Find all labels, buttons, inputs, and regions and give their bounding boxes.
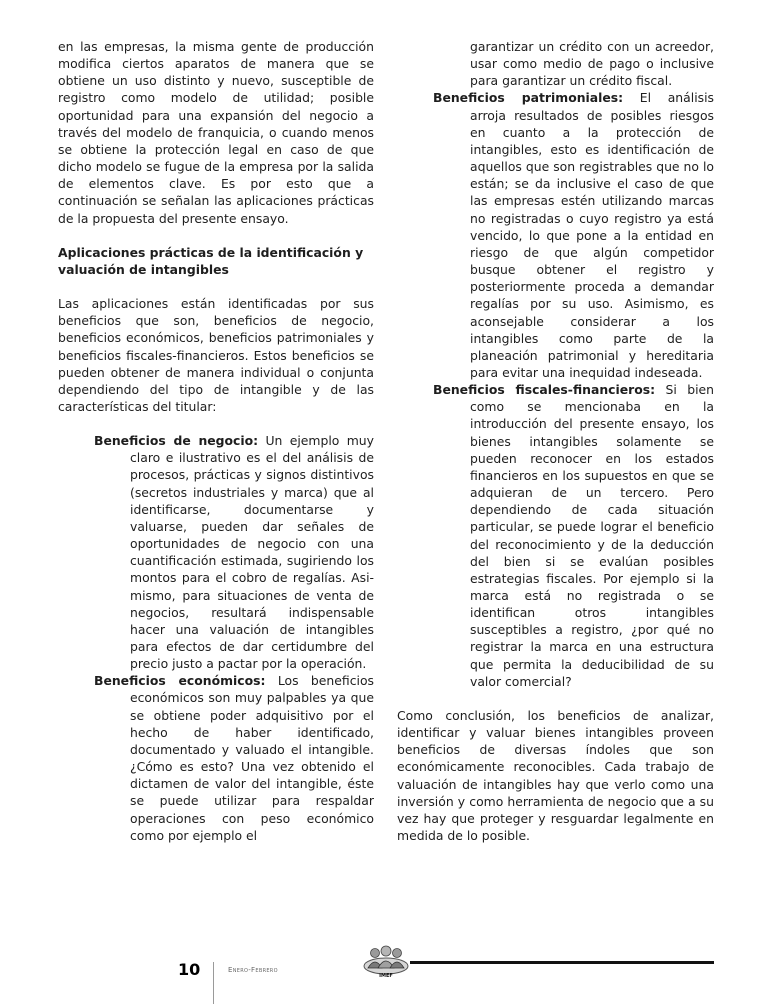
continuation-text: garantizar un crédito con un acreedor, usar como medio de pago o inclusive para garantizar un crédito fiscal. — [470, 39, 714, 89]
people-group-logo-icon — [362, 944, 410, 980]
benefit-patrimonial-item — [397, 89, 714, 381]
benefit-economic-text: Los beneficios económicos son muy palpables ya que se obtiene poder adquisitivo por el hecho de haber identificado, documentado y valuado el intangible. ¿Cómo es esto? Una vez obtenido el dictamen de valor del intangible, éste se puede utilizar para respaldar operaciones con peso económico como por ejemplo el — [130, 673, 374, 843]
benefit-patrimonial-label: Beneficios patrimoniales: — [433, 90, 624, 106]
conclusion-paragraph: Como conclusión, los beneficios de analizar, identificar y valuar bienes intangibles proveen beneficios de diversas índoles que son económicamente reconocibles. Cada trabajo de valuación de intangibles hay que verlo como una inversión y como herramienta de negocio que a su vez hay que proteger y resguardar legalmente en medida de lo posible. — [397, 707, 714, 844]
footer-rule — [410, 961, 714, 964]
benefit-economic-label: Beneficios económicos: — [94, 673, 266, 689]
intro-paragraph: en las empresas, la misma gente de producción modifica ciertos aparatos de manera que se obtiene un uso distinto y nuevo, susceptible de registro como modelo de utilidad; posible oportunidad para una expansión del negocio a través del modelo de franquicia, o cuando menos se obtiene la protección legal en caso de que dicho modelo se fugue de la empresa por la salida de elementos clave. Es por esto que a continuación se señalan las aplicaciones prácticas de la propuesta del presente ensayo. — [58, 39, 374, 226]
benefit-economic-item — [94, 672, 374, 844]
left-column — [58, 38, 374, 844]
benefit-business-label: Beneficios de negocio: — [94, 433, 259, 449]
section-heading: Aplicaciones prácticas de la identificación y valuación de intangibles — [58, 244, 364, 277]
benefit-fiscal-label: Beneficios fiscales-financieros: — [433, 382, 656, 398]
page-footer — [0, 944, 768, 1004]
issue-label: Enero-Febrero — [228, 966, 278, 974]
benefit-fiscal-item — [397, 381, 714, 690]
benefit-patrimonial-text: El análisis arroja resultados de posibles riesgos en cuanto a la protección de intangibles, esto es identificación de aquellos que son registrables que no lo están; se da inclusive el caso de que las empresas estén utilizando marcas no registradas o cuyo registro ya está vencido, lo que pone a la entidad en riesgo de que algún competidor busque obtener el registro y posteriormente proceda a demandar regalías por su uso. Asimismo, es aconsejable considerar a los intangibles como parte de la planeación patrimonial y hereditaria para evitar una inequidad indeseada. — [470, 90, 714, 380]
benefit-fiscal-text: Si bien como se mencionaba en la introducción del presente ensayo, los bienes intangibles solamente se pueden reconocer en los estados financieros en los supuestos en que se adquieran de un tercero. Pero dependiendo de cada situación particular, se puede lograr el beneficio del reconocimiento y de la deducción del bien si se evalúan posibles estrategias fiscales. Por ejemplo si la marca está no registrada o se identifican otros intangibles susceptibles a registro, ¿por qué no registrar la marca en una estructura que permita la deducibilidad de su valor comercial? — [470, 382, 714, 689]
page-number: 10 — [178, 960, 201, 979]
logo-text: IMEF — [379, 973, 393, 979]
right-column — [397, 38, 714, 844]
applications-paragraph: Las aplicaciones están identificadas por sus beneficios que son, beneficios de negocio, beneficios económicos, beneficios patrimoniales y beneficios fiscales-financieros. Estos beneficios se pueden obtener de manera individual o conjunta dependiendo del tipo de intangible y de las características del titular: — [58, 296, 374, 414]
benefit-business-text: Un ejemplo muy claro e ilustrativo es el del análisis de procesos, prácticas y signos distintivos (secretos industriales y marca) que al identificarse, documentarse y valuarse, pueden dar señales de oportunidades de negocio con una cuantificación estimada, sugiriendo los montos para el cobro de regalías. Asimismo, para situaciones de venta de negocios, resultará indispensable hacer una valuación de intangibles para efectos de dar certidumbre del precio justo a pactar por la operación. — [130, 433, 374, 672]
footer-divider — [213, 962, 214, 1004]
benefit-business-item — [94, 432, 374, 672]
